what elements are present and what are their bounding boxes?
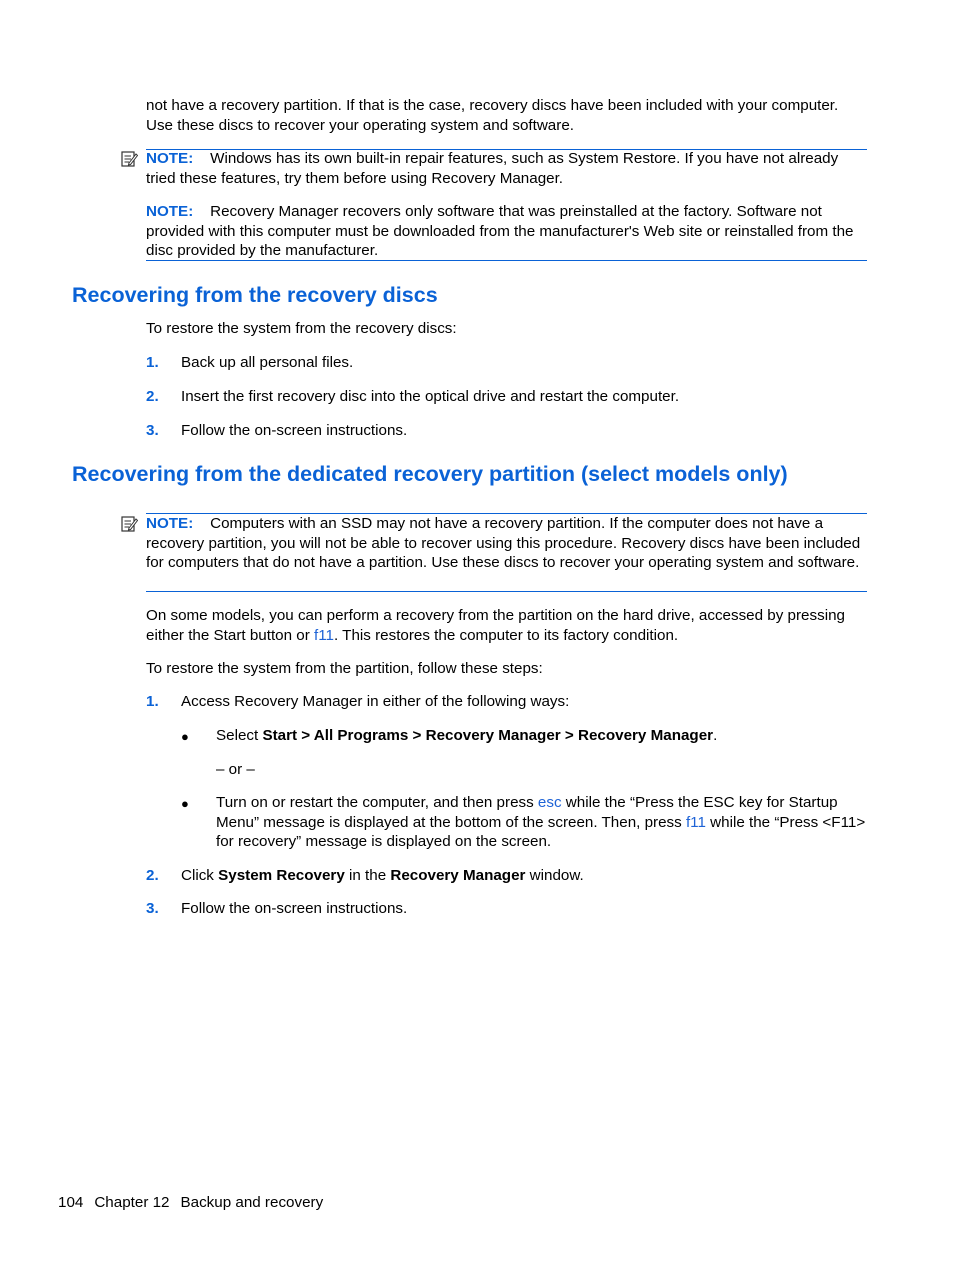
paragraph-text: On some models, you can perform a recovery from the partition on the hard drive, accessed by pressing either the Start button or: [146, 607, 845, 644]
section-heading-recovery-partition: Recovering from the dedicated recovery partition (select models only): [72, 462, 788, 486]
step-number: 2.: [146, 867, 159, 884]
step-text-part: in the: [344, 867, 391, 884]
step-text: Back up all personal files.: [181, 354, 354, 371]
note-windows-repair: [146, 149, 868, 188]
section-heading-recovery-discs: Recovering from the recovery discs: [72, 283, 438, 307]
key-esc: esc: [537, 794, 562, 811]
note-label: NOTE:: [146, 515, 194, 532]
step-text: Access Recovery Manager in either of the following ways:: [181, 693, 570, 710]
intro-paragraph: [146, 96, 868, 135]
or-separator: – or –: [216, 761, 255, 778]
step-text: Follow the on-screen instructions.: [181, 900, 408, 917]
step-text: Follow the on-screen instructions.: [181, 422, 408, 439]
note-bottom-rule: [146, 260, 867, 261]
bullet-icon: ●: [181, 729, 189, 744]
bullet-restart: [216, 793, 871, 852]
key-f11: f11: [685, 813, 706, 831]
system-recovery-label: System Recovery: [218, 867, 345, 884]
chapter-label: Chapter 12: [94, 1194, 170, 1211]
step-number: 2.: [146, 388, 159, 405]
chapter-title: Backup and recovery: [180, 1194, 324, 1211]
bullet-icon: ●: [181, 796, 189, 811]
note-icon: [120, 515, 138, 533]
note-bottom-rule: [146, 591, 867, 592]
note-label: NOTE:: [146, 203, 194, 220]
bullet-text: .: [713, 727, 718, 744]
intro-line-2: Use these discs to recover your operating system and software.: [146, 116, 574, 134]
intro-line-1: not have a recovery partition. If that is the case, recovery discs have been included with your computer.: [146, 97, 839, 114]
note-text: Recovery Manager recovers only software that was preinstalled at the factory. Software not provided with this computer must be downloaded from the manufacturer's Web site or reinstalled from the disc provided by the manufacturer.: [146, 203, 854, 259]
note-text: Computers with an SSD may not have a recovery partition. If the computer does not have a recovery partition, you will not be able to recover using this procedure. Recovery discs have been included for computers that do not have a partition. Use these discs to recover your operating system and software.: [146, 515, 861, 571]
note-ssd: [146, 514, 868, 573]
recovery-manager-label: Recovery Manager: [390, 867, 526, 884]
partition-intro-paragraph: [146, 606, 868, 645]
key-f11: f11: [314, 626, 335, 644]
paragraph-text: . This restores the computer to its factory condition.: [334, 626, 679, 644]
page-number: 104: [58, 1194, 84, 1211]
page-footer: [58, 1193, 334, 1213]
note-label: NOTE:: [146, 150, 194, 167]
bullet-text: Select: [216, 727, 263, 744]
step-text-part: Click: [181, 867, 219, 884]
bullet-text: Turn on or restart the computer, and then press: [216, 794, 538, 811]
step-number: 1.: [146, 693, 159, 710]
note-text: Windows has its own built-in repair features, such as System Restore. If you have not already tried these features, try them before using Recovery Manager.: [146, 150, 839, 187]
step-number: 1.: [146, 354, 159, 371]
section-intro: To restore the system from the recovery discs:: [146, 320, 457, 337]
step-text-part: window.: [525, 867, 584, 884]
note-recovery-manager: [146, 202, 868, 261]
bullet-text: while the “Press <F11> for recovery” message is displayed on the screen.: [216, 813, 866, 850]
step-number: 3.: [146, 422, 159, 439]
note-icon: [120, 150, 138, 168]
bullet-text: while the “Press the ESC key for Startup Menu” message is displayed at the bottom of the screen. Then, press: [216, 794, 838, 831]
step-number: 3.: [146, 900, 159, 917]
steps-intro: To restore the system from the partition, follow these steps:: [146, 660, 543, 677]
step-text: Insert the first recovery disc into the optical drive and restart the computer.: [181, 388, 680, 405]
step-text: [181, 866, 871, 886]
menu-path: Start > All Programs > Recovery Manager > Recovery Manager: [262, 727, 714, 744]
bullet-start-menu: [216, 726, 871, 746]
